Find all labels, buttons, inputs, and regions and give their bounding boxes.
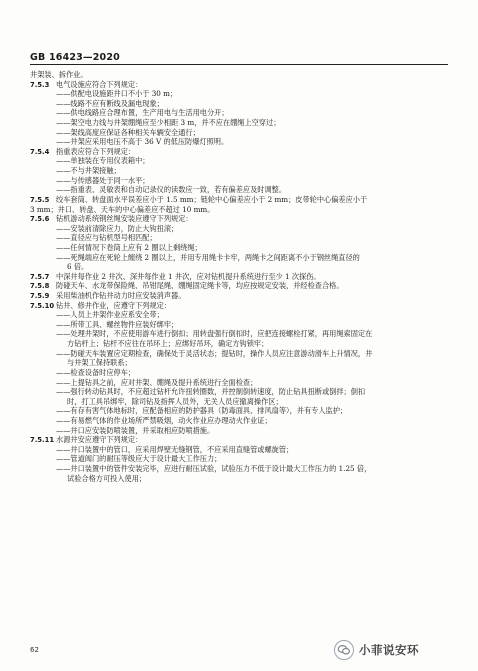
line-text: 3 mm；井口、转盘、天车的中心偏差应不超过 10 mm。: [30, 204, 215, 214]
list-item: [30, 108, 450, 118]
line-text: 指重表应符合下列规定：: [56, 146, 136, 156]
line-text: ——处理井架时，不应使用游车进行倒扣；用转盘强行倒扣时，应把连接螺栓打紧，再用绳索固定在: [56, 329, 373, 339]
line-text: ——井口应安装防喷装置，并采取相应防喷措施。: [56, 425, 215, 435]
line-text: ——有易燃气体的作业场所严禁吸烟，动火作业应办理动火作业证；: [56, 415, 272, 425]
wechat-logo-icon: [334, 640, 354, 660]
line-text: ——管道阀门的耐压等级应大于设计最大工作压力；: [56, 454, 222, 464]
line-text: ——供配电设施距井口不小于 30 m；: [56, 89, 178, 99]
line-text: ——单独装在专用仪表箱中；: [56, 156, 150, 166]
list-item: [30, 156, 450, 166]
line-text: ——所带工具、螺丝物件应装好绑牢；: [56, 319, 179, 329]
list-item: [30, 426, 450, 436]
clause-number: 7.5.8: [30, 282, 50, 291]
line-text: 钻机游动系统钢丝绳安装应遵守下列规定：: [56, 214, 193, 224]
list-item: [30, 253, 450, 263]
line-text: 中深井每作业 2 井次、深井每作业 1 井次，应对钻机提升系统进行至少 1 次探伤。: [56, 271, 321, 281]
list-item: [30, 310, 450, 320]
clause-heading: [30, 214, 450, 224]
clause-heading: [30, 435, 450, 445]
list-item: [30, 329, 450, 339]
clause-number: 7.5.11: [30, 436, 55, 445]
line-text: ——与传感器处于同一水平；: [56, 175, 150, 185]
list-item: [30, 128, 450, 138]
clause-number: 7.5.4: [30, 147, 50, 156]
text-line: [30, 339, 450, 349]
clause-heading: [30, 195, 450, 205]
standard-number: GB 16423—2020: [30, 52, 120, 63]
document-body: [30, 70, 450, 483]
line-text: 防碰天车、水龙带保险绳、吊钳尾绳、绷绳固定绳卡等，均应按规定安装，并经检查合格。: [56, 281, 344, 291]
list-item: [30, 137, 450, 147]
clause-heading: [30, 272, 450, 282]
list-item: [30, 320, 450, 330]
line-text: 采用柴油机作钻井动力时应安装消声器。: [56, 291, 186, 301]
watermark-text: 小菲说安环: [359, 643, 419, 657]
line-text: ——死绳端应在死轮上缠绕 2 圈以上，并用专用绳卡卡牢，两绳卡之间距离不小于钢丝绳直径的: [56, 252, 360, 262]
line-text: ——架空电力线与井架绷绳应至少相距 3 m，并不应在绷绳上空穿过；: [56, 118, 281, 128]
page-number: 62: [30, 646, 39, 654]
list-item: [30, 224, 450, 234]
line-text: ——指重表、灵敏表和自动记录仪的读数应一致，若有偏差应及时调整。: [56, 185, 287, 195]
watermark: [334, 639, 419, 661]
line-text: 时，打工具吊绑牢，除司钻及指挥人员外，无关人员应撤离操作区；: [67, 396, 283, 406]
list-item: [30, 368, 450, 378]
line-text: 方钻杆上；钻杆不应往在吊环上；应绑好吊环，确定方钩锁牢；: [67, 339, 269, 349]
list-item: [30, 378, 450, 388]
clause-number: 7.5.6: [30, 215, 50, 224]
list-item: [30, 349, 450, 359]
line-text: ——井口装置中的管件安装完毕，应进行耐压试验，试验压力不低于设计最大工作压力的 1.25 倍，: [56, 463, 372, 473]
line-text: ——井口装置中的管口，应采用焊壁无缝钢管，不应采用直缝管或螺旋管；: [56, 444, 294, 454]
list-item: [30, 233, 450, 243]
clause-number: 7.5.3: [30, 80, 50, 89]
list-item: [30, 176, 450, 186]
text-line: [30, 70, 450, 80]
text-line: [30, 474, 450, 484]
clause-heading: [30, 80, 450, 90]
line-text: ——检查设备时应停车；: [56, 367, 136, 377]
line-text: ——强行转动钻具时，不应超过钻杆允许扭转圈数，并控制倒转速度，防止钻具扭断或倒拌；倒扣: [56, 387, 366, 397]
clause-number: 7.5.9: [30, 292, 50, 301]
clause-number: 7.5.5: [30, 195, 50, 204]
line-text: ——任何情况下卷筒上应有 2 圈以上剩绕绳；: [56, 242, 202, 252]
line-text: ——有存有害气体地标时，应配备相应的防护器具（防毒面具、排风扇等），并有专人监护；: [56, 406, 348, 416]
clause-heading: [30, 301, 450, 311]
header-rule: [30, 64, 448, 65]
line-text: ——上提钻具之前，应对井架、绷绳及提升系统进行全面检查；: [56, 377, 258, 387]
line-text: 试验合格方可投入使用；: [67, 473, 147, 483]
list-item: [30, 454, 450, 464]
text-line: [30, 205, 450, 215]
line-text: ——线路不应有断线及漏电现象；: [56, 98, 164, 108]
line-text: ——直径应与钻机型号相匹配；: [56, 233, 157, 243]
clause-heading: [30, 291, 450, 301]
list-item: [30, 118, 450, 128]
line-text: 绞车套筒、转盘面水平误差应小于 1.5 mm；链轮中心偏差应小于 2 mm；皮带轮中心偏差应小于: [56, 194, 368, 204]
clause-heading: [30, 147, 450, 157]
list-item: [30, 243, 450, 253]
text-line: [30, 262, 450, 272]
line-text: 6 倍。: [67, 262, 89, 272]
list-item: [30, 387, 450, 397]
line-text: ——不与井架接触；: [56, 166, 121, 176]
list-item: [30, 166, 450, 176]
list-item: [30, 99, 450, 109]
line-text: 井架装、拆作业。: [30, 70, 88, 79]
line-text: ——井架应采用电压不高于 36 V 的低压防爆灯照明。: [56, 137, 229, 147]
list-item: [30, 89, 450, 99]
text-line: [30, 397, 450, 407]
clause-heading: [30, 281, 450, 291]
list-item: [30, 416, 450, 426]
list-item: [30, 464, 450, 474]
clause-number: 7.5.7: [30, 272, 50, 281]
list-item: [30, 185, 450, 195]
line-text: ——供电线路应合理布置，生产用电与生活用电分开；: [56, 108, 229, 118]
line-text: 钻井、修井作业，应遵守下列规定：: [56, 300, 172, 310]
text-line: [30, 358, 450, 368]
line-text: 水源井安应遵守下列规定：: [56, 435, 143, 445]
list-item: [30, 445, 450, 455]
line-text: ——架线高度应保证各种相关车辆安全通行；: [56, 127, 200, 137]
list-item: [30, 406, 450, 416]
line-text: ——安装前清除应力，防止大钩扭滚；: [56, 223, 179, 233]
line-text: ——防碰天车装置应定期检查，确保处于灵活状态；提钻时，操作人员应注意游动滑车上升情况，井: [56, 348, 373, 358]
line-text: ——人员上井架作业应系安全带；: [56, 310, 164, 320]
line-text: 与井架工保持联系；: [67, 358, 132, 368]
line-text: 电气设施应符合下列规定：: [56, 79, 143, 89]
clause-number: 7.5.10: [30, 301, 55, 310]
